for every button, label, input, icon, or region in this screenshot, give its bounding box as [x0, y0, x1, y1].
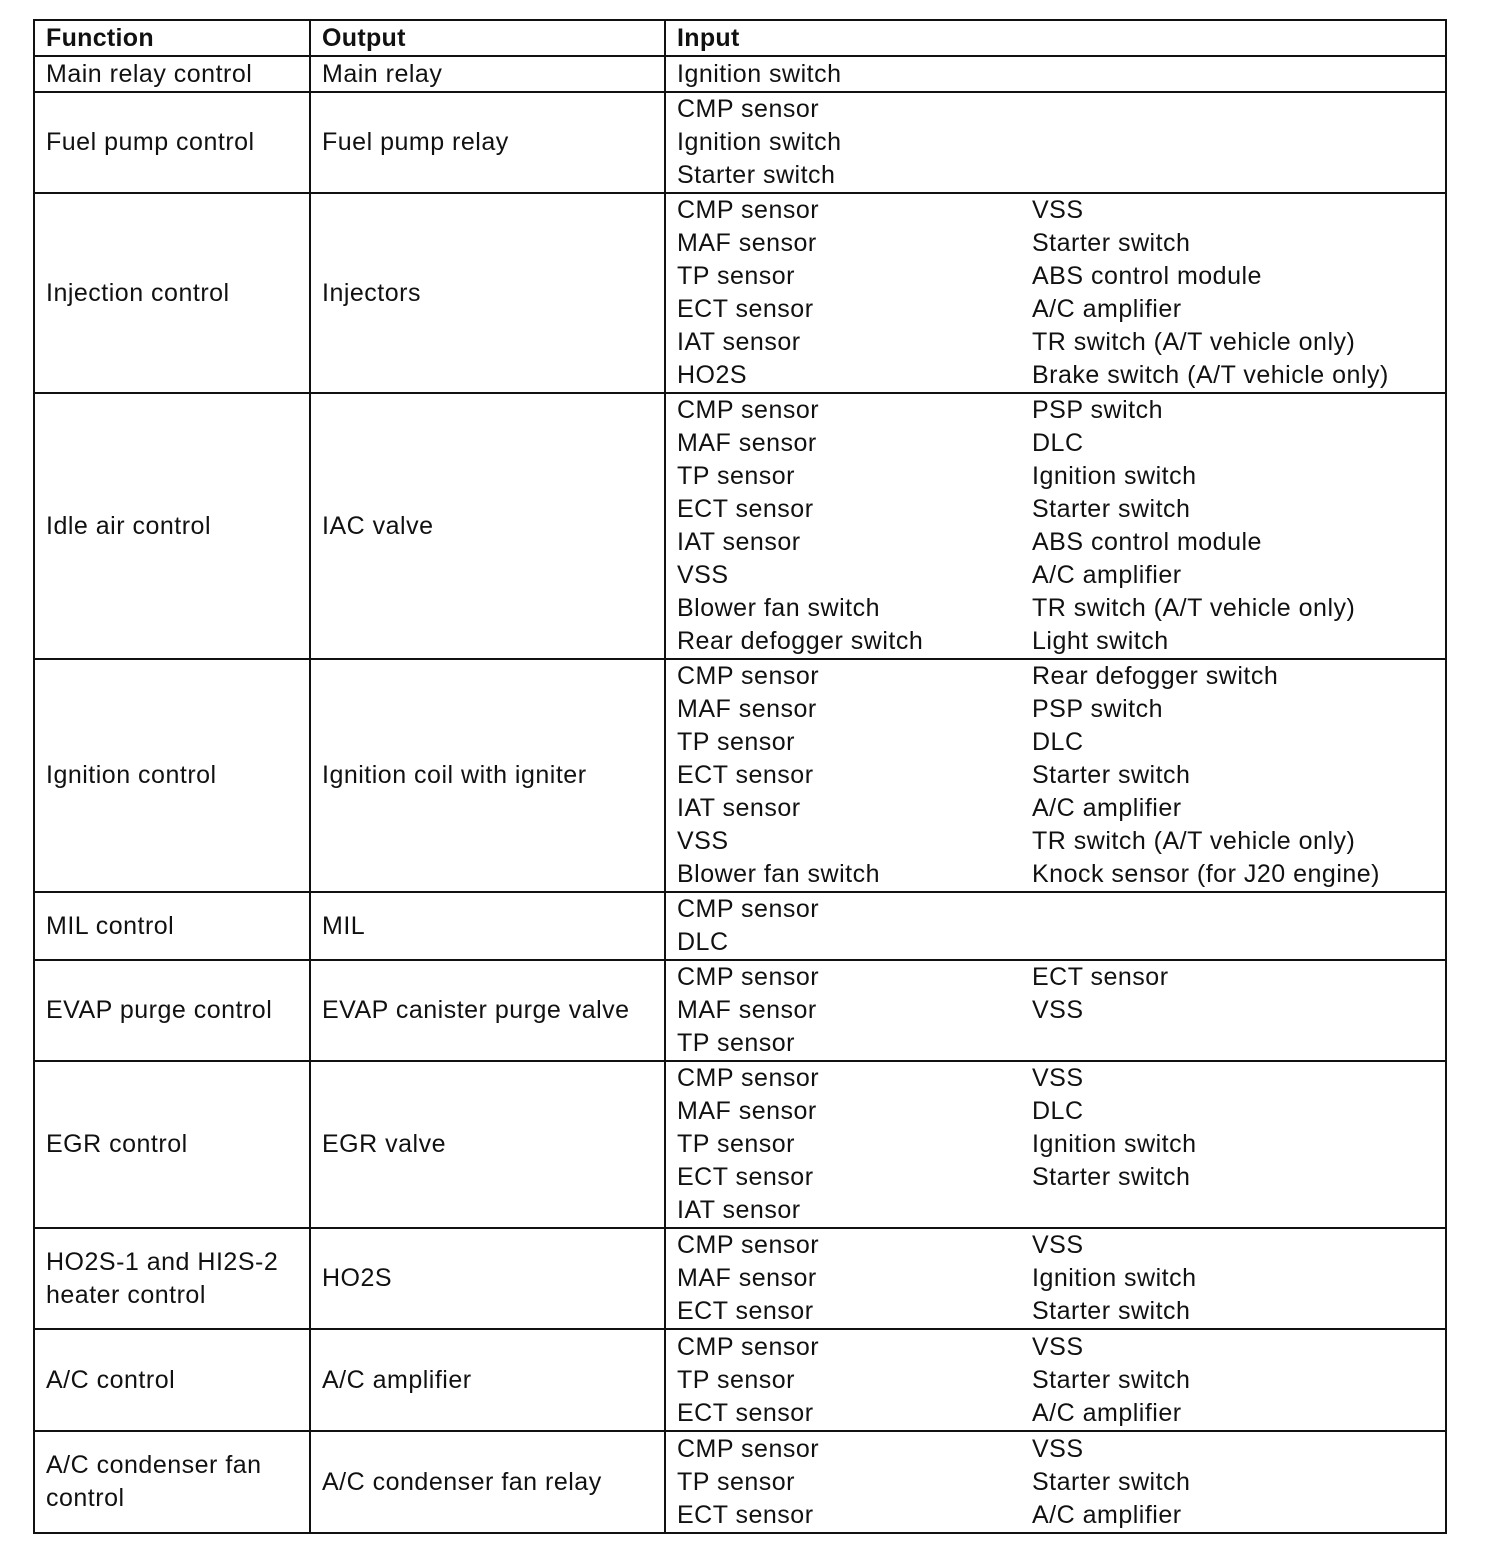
input-item: DLC [1032, 429, 1084, 457]
function-cell [34, 56, 310, 92]
input-item: PSP switch [1032, 396, 1163, 424]
input-item: CMP sensor [677, 1064, 820, 1092]
input-list [666, 394, 1445, 658]
input-item: TP sensor [677, 1130, 795, 1158]
output-cell [310, 393, 665, 659]
input-column-right [1032, 1331, 1445, 1430]
input-column-left [677, 1433, 1032, 1532]
output-text: EVAP canister purge valve [322, 996, 630, 1024]
input-item: ECT sensor [677, 1500, 814, 1529]
function-cell [34, 393, 310, 659]
input-item: Starter switch [1032, 761, 1191, 789]
input-list [666, 93, 1445, 192]
function-text: EVAP purge control [46, 996, 273, 1024]
input-item: DLC [1032, 1097, 1084, 1125]
input-item: ECT sensor [677, 1163, 814, 1191]
input-item: ABS control module [1032, 528, 1262, 556]
input-list [666, 1062, 1445, 1227]
function-text: HO2S-1 and HI2S-2 heater control [46, 1247, 279, 1309]
output-cell [310, 56, 665, 92]
input-item: CMP sensor [677, 1332, 820, 1361]
input-item: CMP sensor [677, 1231, 820, 1259]
input-list [666, 660, 1445, 891]
input-column-left [677, 1062, 1032, 1227]
input-list [666, 1229, 1445, 1328]
input-item: MAF sensor [677, 229, 817, 257]
table-row [34, 659, 1446, 892]
input-item: A/C amplifier [1032, 561, 1182, 589]
input-item: A/C amplifier [1032, 295, 1182, 323]
input-list [666, 194, 1445, 392]
output-text: MIL [322, 911, 366, 940]
input-item: A/C amplifier [1032, 1398, 1182, 1427]
input-column-left [677, 194, 1032, 392]
input-item: TP sensor [677, 262, 795, 290]
input-item: TP sensor [677, 1365, 795, 1394]
function-text: Main relay control [46, 59, 253, 88]
input-item: MAF sensor [677, 1097, 817, 1125]
input-item: VSS [1032, 1231, 1084, 1259]
input-item: Starter switch [1032, 229, 1191, 257]
input-item: VSS [1032, 1434, 1084, 1463]
table-row [34, 393, 1446, 659]
input-column-left [677, 93, 1032, 192]
output-text: Injectors [322, 278, 421, 307]
input-column-left [677, 660, 1032, 891]
input-column-right [1032, 58, 1445, 91]
input-item: MAF sensor [677, 996, 817, 1024]
input-item: Light switch [1032, 627, 1169, 655]
function-cell [34, 659, 310, 892]
input-item: MAF sensor [677, 1264, 817, 1292]
input-column-right [1032, 961, 1445, 1060]
input-item: CMP sensor [677, 662, 820, 690]
header-function [34, 20, 310, 56]
input-item: TR switch (A/T vehicle only) [1032, 594, 1356, 622]
input-item: VSS [1032, 996, 1084, 1024]
input-item: Starter switch [1032, 1365, 1191, 1394]
input-list [666, 58, 1445, 91]
output-cell [310, 1228, 665, 1329]
input-item: Brake switch (A/T vehicle only) [1032, 361, 1389, 389]
input-item: TR switch (A/T vehicle only) [1032, 827, 1356, 855]
input-item: IAT sensor [677, 794, 801, 822]
input-item: CMP sensor [677, 963, 820, 991]
input-item: CMP sensor [677, 1434, 820, 1463]
output-cell [310, 1431, 665, 1533]
function-cell [34, 1431, 310, 1533]
output-cell [310, 1061, 665, 1228]
input-column-left [677, 1229, 1032, 1328]
output-text: HO2S [322, 1264, 393, 1292]
input-column-left [677, 893, 1032, 959]
input-item: IAT sensor [677, 328, 801, 356]
input-column-right [1032, 1229, 1445, 1328]
input-item: ECT sensor [677, 1297, 814, 1325]
input-cell [665, 193, 1446, 393]
function-cell [34, 1329, 310, 1431]
input-item: Blower fan switch [677, 860, 881, 888]
output-text: Fuel pump relay [322, 128, 509, 156]
input-column-right [1032, 1433, 1445, 1532]
function-text: EGR control [46, 1130, 188, 1158]
output-cell [310, 659, 665, 892]
function-cell [34, 960, 310, 1061]
input-item: Ignition switch [1032, 1130, 1197, 1158]
function-text: Ignition control [46, 761, 217, 789]
table-row [34, 193, 1446, 393]
table-row [34, 56, 1446, 92]
output-text: IAC valve [322, 511, 434, 540]
input-column-left [677, 58, 1032, 91]
table-row [34, 1228, 1446, 1329]
input-item: TP sensor [677, 462, 795, 490]
input-cell [665, 1431, 1446, 1533]
input-item: A/C amplifier [1032, 1500, 1182, 1529]
input-cell [665, 892, 1446, 960]
input-item: PSP switch [1032, 695, 1163, 723]
input-item: CMP sensor [677, 895, 820, 923]
input-item: Starter switch [1032, 1297, 1191, 1325]
input-cell [665, 1061, 1446, 1228]
input-item: CMP sensor [677, 196, 820, 224]
input-item: MAF sensor [677, 695, 817, 723]
input-column-left [677, 394, 1032, 658]
header-input-label: Input [677, 23, 740, 52]
input-column-right [1032, 394, 1445, 658]
input-item: HO2S [677, 361, 748, 389]
input-item: Knock sensor (for J20 engine) [1032, 860, 1381, 888]
function-cell [34, 1228, 310, 1329]
input-cell [665, 960, 1446, 1061]
input-item: Starter switch [677, 161, 836, 189]
input-item: ECT sensor [677, 1398, 814, 1427]
ecm-function-table [33, 19, 1447, 1534]
function-cell [34, 1061, 310, 1228]
input-item: Ignition switch [677, 128, 842, 156]
input-item: TP sensor [677, 1467, 795, 1496]
function-text: Idle air control [46, 511, 212, 540]
input-item: VSS [677, 827, 729, 855]
output-text: EGR valve [322, 1130, 446, 1158]
input-item: Ignition switch [677, 59, 842, 88]
input-item: Blower fan switch [677, 594, 881, 622]
input-column-right [1032, 194, 1445, 392]
input-column-left [677, 961, 1032, 1060]
input-item: Ignition switch [1032, 462, 1197, 490]
input-item: Starter switch [1032, 1467, 1191, 1496]
input-column-right [1032, 893, 1445, 959]
function-text: Fuel pump control [46, 128, 255, 156]
input-item: VSS [677, 561, 729, 589]
output-cell [310, 92, 665, 193]
table-row [34, 892, 1446, 960]
function-text: MIL control [46, 911, 175, 940]
function-text: A/C control [46, 1365, 176, 1394]
function-text: A/C condenser fan control [46, 1451, 262, 1512]
input-item: ECT sensor [677, 495, 814, 523]
table-row [34, 1061, 1446, 1228]
input-cell [665, 393, 1446, 659]
table-row [34, 960, 1446, 1061]
input-item: DLC [1032, 728, 1084, 756]
input-item: IAT sensor [677, 528, 801, 556]
input-item: TP sensor [677, 728, 795, 756]
input-cell [665, 1228, 1446, 1329]
table-body [34, 56, 1446, 1533]
header-output [310, 20, 665, 56]
input-item: ECT sensor [1032, 963, 1169, 991]
header-output-label: Output [322, 23, 406, 52]
input-item: Rear defogger switch [677, 627, 924, 655]
input-list [666, 961, 1445, 1060]
input-column-right [1032, 1062, 1445, 1227]
input-item: Starter switch [1032, 1163, 1191, 1191]
header-row [34, 20, 1446, 56]
output-text: A/C amplifier [322, 1365, 472, 1394]
input-list [666, 1331, 1445, 1430]
output-text: Ignition coil with igniter [322, 761, 587, 789]
input-item: ECT sensor [677, 761, 814, 789]
input-item: IAT sensor [677, 1196, 801, 1224]
input-list [666, 893, 1445, 959]
header-input [665, 20, 1446, 56]
input-cell [665, 1329, 1446, 1431]
table-row [34, 1431, 1446, 1533]
input-item: TP sensor [677, 1029, 795, 1057]
output-cell [310, 1329, 665, 1431]
input-item: ECT sensor [677, 295, 814, 323]
input-item: Starter switch [1032, 495, 1191, 523]
input-list [666, 1433, 1445, 1532]
input-item: VSS [1032, 196, 1084, 224]
function-cell [34, 892, 310, 960]
header-function-label: Function [46, 23, 154, 52]
function-cell [34, 92, 310, 193]
input-column-left [677, 1331, 1032, 1430]
output-cell [310, 892, 665, 960]
input-item: VSS [1032, 1064, 1084, 1092]
output-cell [310, 960, 665, 1061]
function-cell [34, 193, 310, 393]
table-row [34, 92, 1446, 193]
output-text: A/C condenser fan relay [322, 1467, 602, 1496]
input-item: ABS control module [1032, 262, 1262, 290]
input-item: MAF sensor [677, 429, 817, 457]
input-cell [665, 56, 1446, 92]
input-item: VSS [1032, 1332, 1084, 1361]
input-item: TR switch (A/T vehicle only) [1032, 328, 1356, 356]
input-item: A/C amplifier [1032, 794, 1182, 822]
input-cell [665, 659, 1446, 892]
input-item: Ignition switch [1032, 1264, 1197, 1292]
input-item: CMP sensor [677, 396, 820, 424]
input-cell [665, 92, 1446, 193]
input-item: Rear defogger switch [1032, 662, 1279, 690]
input-item: DLC [677, 928, 729, 956]
output-cell [310, 193, 665, 393]
table-row [34, 1329, 1446, 1431]
input-column-right [1032, 93, 1445, 192]
input-item: CMP sensor [677, 95, 820, 123]
output-text: Main relay [322, 59, 443, 88]
function-text: Injection control [46, 278, 230, 307]
input-column-right [1032, 660, 1445, 891]
